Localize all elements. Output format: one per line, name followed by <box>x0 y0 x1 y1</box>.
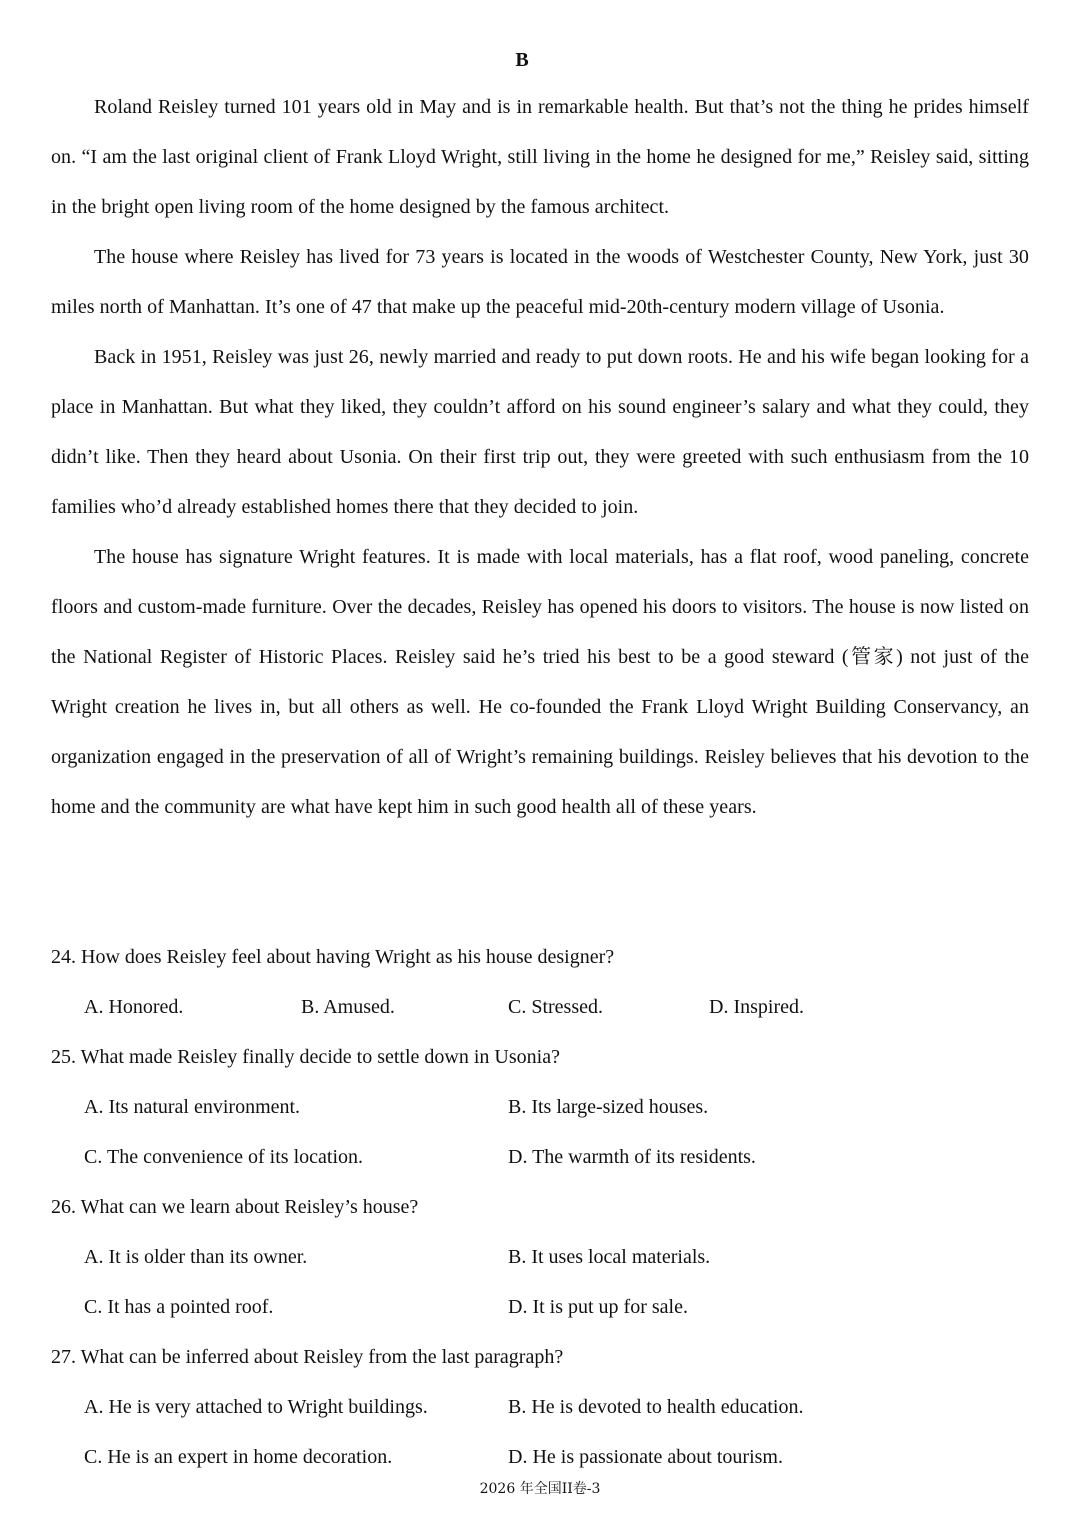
option-row <box>51 1082 1029 1132</box>
option-a: A. It is older than its owner. <box>84 1246 308 1268</box>
option-c: C. It has a pointed roof. <box>84 1296 274 1318</box>
question-stem: 25. What made Reisley finally decide to settle down in Usonia? <box>51 1046 560 1068</box>
section-label: B <box>515 49 529 71</box>
option-d: D. The warmth of its residents. <box>508 1146 756 1168</box>
option-row <box>51 1232 1029 1282</box>
question-stem: 26. What can we learn about Reisley’s house? <box>51 1196 419 1218</box>
option-b: B. He is devoted to health education. <box>508 1396 804 1418</box>
option-row <box>51 1382 1029 1432</box>
exam-page <box>51 0 1029 1527</box>
option-d: D. He is passionate about tourism. <box>508 1446 783 1468</box>
question-27 <box>51 1332 1029 1482</box>
option-b: B. Amused. <box>301 996 395 1018</box>
option-row <box>51 982 1029 1032</box>
option-row <box>51 1282 1029 1332</box>
question-stem: 27. What can be inferred about Reisley from the last paragraph? <box>51 1346 564 1368</box>
option-row <box>51 1432 1029 1482</box>
option-c: C. Stressed. <box>508 996 603 1018</box>
option-c: C. The convenience of its location. <box>84 1146 363 1168</box>
option-row <box>51 1132 1029 1182</box>
question-stem: 24. How does Reisley feel about having Wright as his house designer? <box>51 946 615 968</box>
option-b: B. It uses local materials. <box>508 1246 711 1268</box>
option-a: A. He is very attached to Wright buildings. <box>84 1396 428 1418</box>
question-25 <box>51 1032 1029 1182</box>
option-c: C. He is an expert in home decoration. <box>84 1446 393 1468</box>
question-24 <box>51 932 1029 1032</box>
passage-paragraph-3: Back in 1951, Reisley was just 26, newly married and ready to put down roots. He and his wife began looking for a place in Manhattan. But what they liked, they couldn’t afford on his sound engineer’s salary and what they could, they didn’t like. Then they heard about Usonia. On their first trip out, they were greeted with such enthusiasm from the 10 families who’d already established homes there that they decided to join. <box>51 346 1029 518</box>
passage-paragraph-4: The house has signature Wright features. It is made with local materials, has a flat roof, wood paneling, concrete floors and custom-made furniture. Over the decades, Reisley has opened his doors to visitors. The house is now listed on the National Register of Historic Places. Reisley said he’s tried his best to be a good steward (管家) not just of the Wright creation he lives in, but all others as well. He co-founded the Frank Lloyd Wright Building Conservancy, an organization engaged in the preservation of all of Wright’s remaining buildings. Reisley believes that his devotion to the home and the community are what have kept him in such good health all of these years. <box>51 546 1029 818</box>
passage-paragraph-1: Roland Reisley turned 101 years old in May and is in remarkable health. But that’s not the thing he prides himself on. “I am the last original client of Frank Lloyd Wright, still living in the home he designed for me,” Reisley said, sitting in the bright open living room of the home designed by the famous architect. <box>51 96 1029 218</box>
option-d: D. Inspired. <box>709 996 804 1018</box>
option-d: D. It is put up for sale. <box>508 1296 688 1318</box>
option-b: B. Its large-sized houses. <box>508 1096 709 1118</box>
question-list <box>51 932 1029 1482</box>
passage-paragraph-2: The house where Reisley has lived for 73 years is located in the woods of Westchester County, New York, just 30 miles north of Manhattan. It’s one of 47 that make up the peaceful mid-20th-century modern village of Usonia. <box>51 246 1029 318</box>
option-a: A. Its natural environment. <box>84 1096 301 1118</box>
option-a: A. Honored. <box>84 996 184 1018</box>
reading-passage <box>51 82 1029 832</box>
page-footer: 2026 年全国II卷-3 <box>479 1481 601 1497</box>
question-26 <box>51 1182 1029 1332</box>
